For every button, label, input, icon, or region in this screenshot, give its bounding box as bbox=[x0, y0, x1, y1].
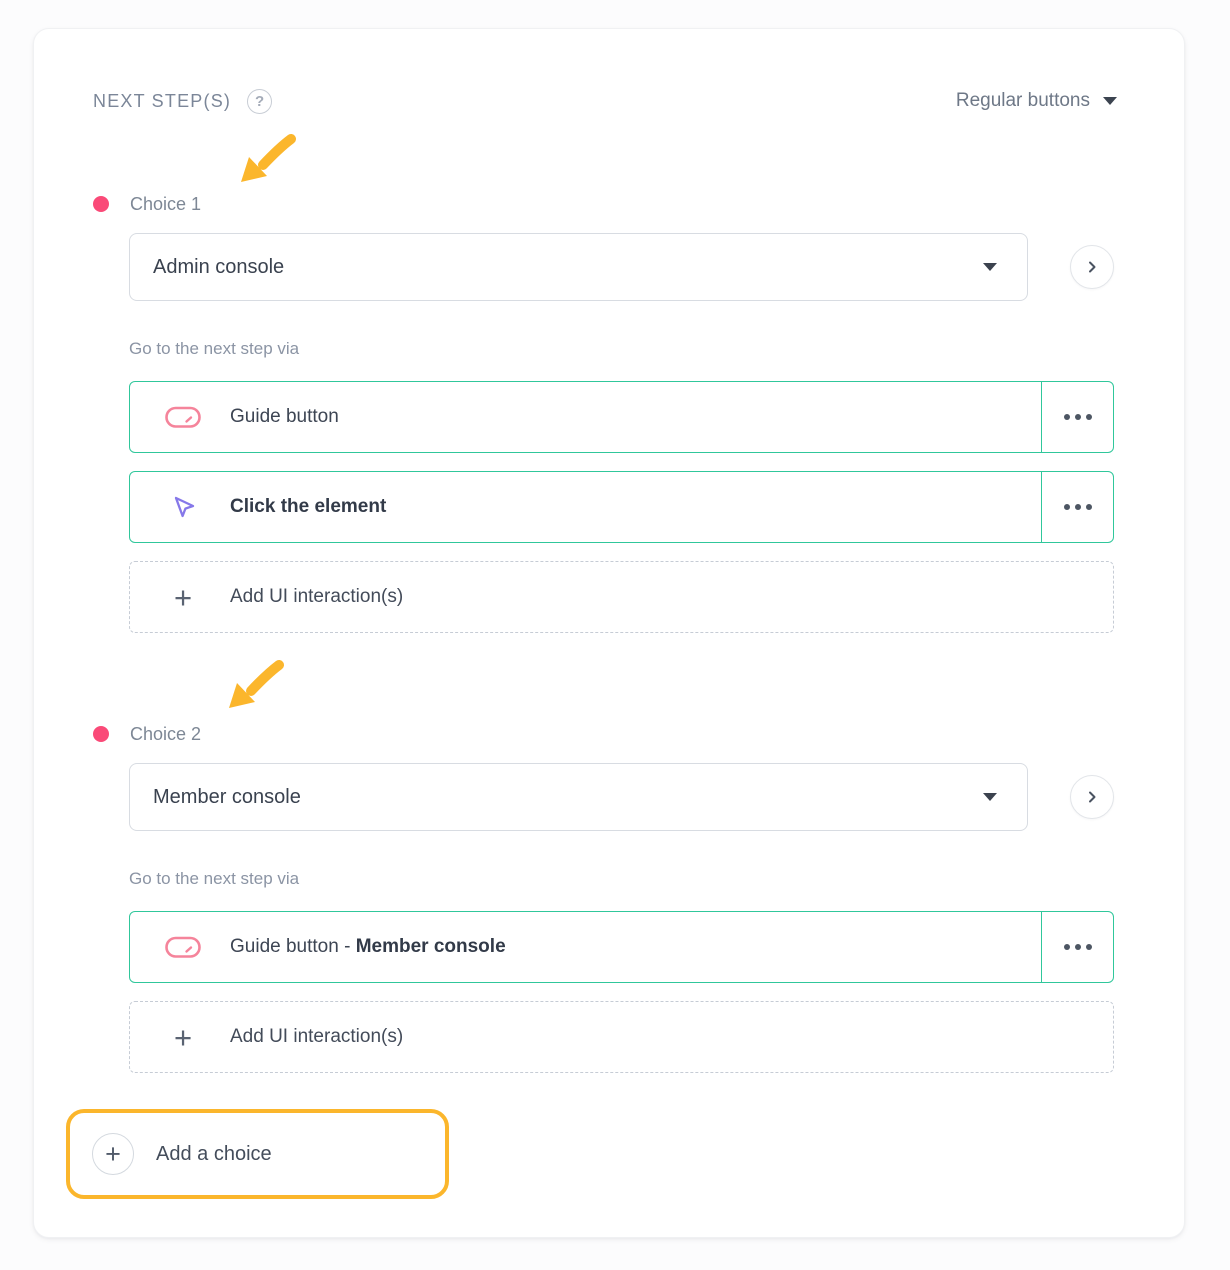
click-element-cursor-icon bbox=[163, 494, 203, 521]
add-ui-interaction-button[interactable] bbox=[129, 1001, 1114, 1073]
add-ui-interaction-button[interactable] bbox=[129, 561, 1114, 633]
add-choice-label: Add a choice bbox=[156, 1142, 272, 1165]
guide-button-icon bbox=[163, 935, 203, 959]
row-options-menu-button[interactable] bbox=[1041, 382, 1113, 452]
button-type-dropdown[interactable] bbox=[956, 90, 1117, 112]
next-step-select-value: Admin console bbox=[153, 255, 285, 278]
choice-label: Choice 2 bbox=[130, 723, 202, 744]
step-select-row bbox=[129, 763, 1114, 831]
via-label: Go to the next step via bbox=[129, 339, 300, 358]
next-steps-panel bbox=[33, 28, 1185, 1238]
interaction-label: Guide button - Member console bbox=[230, 936, 506, 957]
annotation-arrow-choice-2 bbox=[222, 657, 292, 715]
row-options-menu-button[interactable] bbox=[1041, 912, 1113, 982]
next-step-select[interactable] bbox=[129, 763, 1028, 831]
annotation-arrow-choice-1 bbox=[234, 131, 304, 189]
step-select-row bbox=[129, 233, 1114, 301]
plus-circle-icon: + bbox=[92, 1133, 134, 1175]
help-icon[interactable]: ? bbox=[247, 89, 272, 114]
via-label: Go to the next step via bbox=[129, 869, 300, 888]
caret-down-icon bbox=[983, 263, 997, 271]
panel-header bbox=[93, 87, 1112, 115]
panel-header-left bbox=[93, 89, 272, 114]
caret-down-icon bbox=[983, 793, 997, 801]
add-ui-interaction-label: Add UI interaction(s) bbox=[230, 586, 404, 607]
choice-1-header bbox=[93, 191, 1112, 217]
choice-label: Choice 1 bbox=[130, 193, 202, 214]
interaction-row-main bbox=[130, 472, 1041, 542]
chevron-right-icon bbox=[1084, 259, 1100, 275]
row-options-menu-button[interactable] bbox=[1041, 472, 1113, 542]
interaction-label: Guide button bbox=[230, 406, 339, 427]
choice-color-dot bbox=[93, 196, 109, 212]
choice-color-dot bbox=[93, 726, 109, 742]
add-ui-interaction-label: Add UI interaction(s) bbox=[230, 1026, 404, 1047]
add-choice-button[interactable] bbox=[66, 1109, 449, 1199]
button-type-label: Regular buttons bbox=[955, 90, 1090, 111]
plus-icon: + bbox=[173, 579, 193, 615]
interaction-row-guide-button[interactable] bbox=[129, 911, 1114, 983]
panel-title: NEXT STEP(S) bbox=[93, 90, 232, 111]
plus-icon: + bbox=[173, 1019, 193, 1055]
open-step-button[interactable] bbox=[1070, 775, 1114, 819]
next-step-select[interactable] bbox=[129, 233, 1028, 301]
guide-button-icon bbox=[163, 405, 203, 429]
interaction-row-main bbox=[130, 382, 1041, 452]
interaction-row-click-element[interactable] bbox=[129, 471, 1114, 543]
choice-1-body bbox=[129, 233, 1114, 633]
choice-2-body bbox=[129, 763, 1114, 1073]
interaction-row-main bbox=[130, 912, 1041, 982]
choice-2-header bbox=[93, 721, 1112, 747]
interaction-label: Click the element bbox=[230, 496, 387, 517]
chevron-right-icon bbox=[1084, 789, 1100, 805]
next-step-select-value: Member console bbox=[153, 785, 301, 808]
caret-down-icon bbox=[1103, 97, 1117, 105]
open-step-button[interactable] bbox=[1070, 245, 1114, 289]
interaction-row-guide-button[interactable] bbox=[129, 381, 1114, 453]
